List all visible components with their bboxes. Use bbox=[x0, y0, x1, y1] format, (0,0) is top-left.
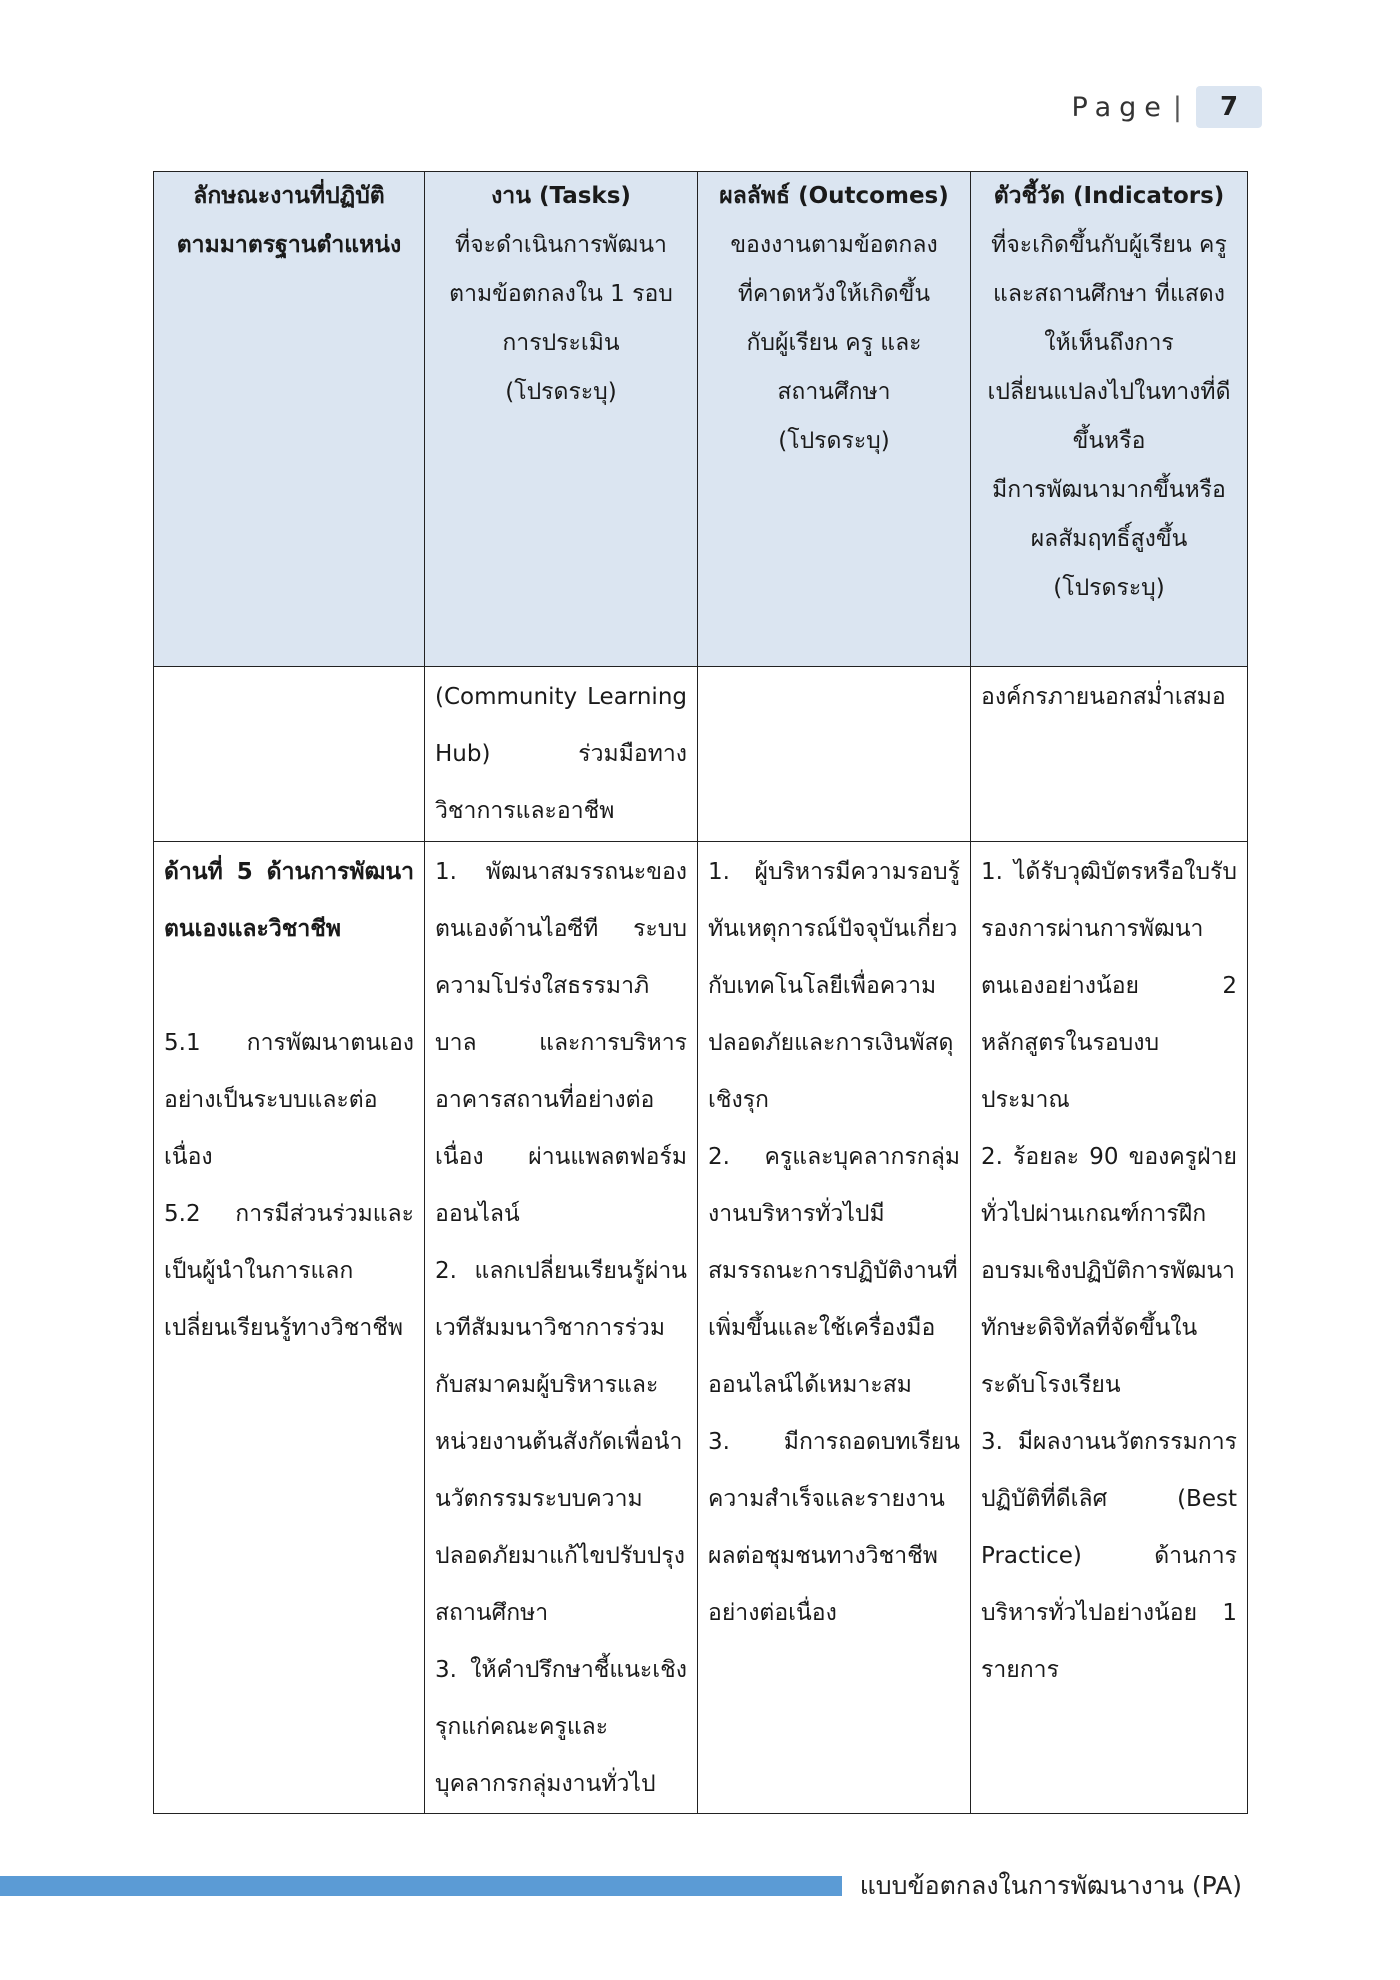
outcome-item: 2. ครูและบุคลากรกลุ่มงานบริหารทั่วไปมีสมรรถนะการปฏิบัติงานที่เพิ่มขึ้นและใช้เครื่องมือออนไลน์ได้เหมาะสม bbox=[708, 1144, 960, 1398]
header-line: ของงานตามข้อตกลง bbox=[730, 232, 938, 258]
row1-tasks-cell: (Community Learning Hub) ร่วมมือทางวิชาการและอาชีพ bbox=[425, 667, 698, 842]
indicator-item: 2. ร้อยละ 90 ของครูฝ่ายทั่วไปผ่านเกณฑ์การฝึกอบรมเชิงปฏิบัติการพัฒนาทักษะดิจิทัลที่จัดขึ้นในระดับโรงเรียน bbox=[981, 1144, 1237, 1398]
page-separator: | bbox=[1172, 91, 1182, 123]
header-line: ผลสัมฤทธิ์สูงขึ้น bbox=[1030, 526, 1188, 552]
header-line: ลักษณะงานที่ปฏิบัติ bbox=[193, 183, 385, 209]
header-line: การประเมิน bbox=[502, 330, 620, 356]
header-line: ตามข้อตกลงใน 1 รอบ bbox=[449, 281, 673, 307]
header-line: ตามมาตรฐานตำแหน่ง bbox=[176, 232, 402, 258]
table-header-row bbox=[154, 172, 1248, 667]
row1-outcomes-cell bbox=[698, 667, 971, 842]
row2-tasks-cell bbox=[425, 842, 698, 1814]
header-title: งาน (Tasks) bbox=[491, 183, 631, 209]
task-item: 1. พัฒนาสมรรถนะของตนเองด้านไอซีที ระบบความโปร่งใสธรรมาภิบาล และการบริหารอาคารสถานที่อย่างต่อเนื่อง ผ่านแพลตฟอร์มออนไลน์ bbox=[435, 859, 687, 1227]
header-indicators bbox=[971, 172, 1248, 667]
header-line: (โปรดระบุ) bbox=[1053, 575, 1165, 601]
row1-indicators-cell: องค์กรภายนอกสม่ำเสมอ bbox=[971, 667, 1248, 842]
row2-outcomes-cell bbox=[698, 842, 971, 1814]
header-outcomes bbox=[698, 172, 971, 667]
header-line: มีการพัฒนามากขึ้นหรือ bbox=[992, 477, 1226, 503]
row1-standard-cell bbox=[154, 667, 425, 842]
header-line: (โปรดระบุ) bbox=[505, 379, 617, 405]
outcome-item: 3. มีการถอดบทเรียนความสำเร็จและรายงานผลต่อชุมชนทางวิชาชีพอย่างต่อเนื่อง bbox=[708, 1429, 960, 1626]
row2-indicators-cell bbox=[971, 842, 1248, 1814]
header-standard-position bbox=[154, 172, 425, 667]
task-item: 3. ให้คำปรึกษาชี้แนะเชิงรุกแก่คณะครูและบุคลากรกลุ่มงานทั่วไป bbox=[435, 1657, 687, 1797]
footer-bar bbox=[0, 1876, 842, 1896]
footer-title: แบบข้อตกลงในการพัฒนางาน (PA) bbox=[859, 1871, 1242, 1900]
header-line: (โปรดระบุ) bbox=[778, 428, 890, 454]
outcome-item: 1. ผู้บริหารมีความรอบรู้ทันเหตุการณ์ปัจจุบันเกี่ยวกับเทคโนโลยีเพื่อความปลอดภัยและการเงินพัสดุเชิงรุก bbox=[708, 859, 960, 1113]
header-line: ที่คาดหวังให้เกิดขึ้น bbox=[737, 281, 931, 307]
page-number: 7 bbox=[1196, 86, 1262, 128]
indicator-item: 1. ได้รับวุฒิบัตรหรือใบรับรองการผ่านการพัฒนาตนเองอย่างน้อย 2 หลักสูตรในรอบงบประมาณ bbox=[981, 859, 1237, 1113]
standard-item: 5.2 การมีส่วนร่วมและเป็นผู้นำในการแลกเปลี่ยนเรียนรู้ทางวิชาชีพ bbox=[164, 1201, 414, 1341]
pa-table bbox=[153, 171, 1248, 1814]
header-line: กับผู้เรียน ครู และ bbox=[746, 330, 922, 356]
header-title: ผลลัพธ์ (Outcomes) bbox=[719, 183, 949, 209]
standard-item: 5.1 การพัฒนาตนเองอย่างเป็นระบบและต่อเนื่อง bbox=[164, 1030, 414, 1170]
header-line: และสถานศึกษา ที่แสดง bbox=[993, 281, 1225, 307]
page-label: Page bbox=[1071, 91, 1169, 123]
table-row bbox=[154, 842, 1248, 1814]
header-title: ตัวชี้วัด (Indicators) bbox=[993, 183, 1225, 209]
header-line: ที่จะเกิดขึ้นกับผู้เรียน ครู bbox=[991, 232, 1227, 258]
header-line: ที่จะดำเนินการพัฒนา bbox=[455, 232, 667, 258]
page-header bbox=[1072, 86, 1262, 128]
domain-heading: ด้านที่ 5 ด้านการพัฒนาตนเองและวิชาชีพ bbox=[164, 859, 414, 942]
row2-standard-cell bbox=[154, 842, 425, 1814]
header-line: ให้เห็นถึงการ bbox=[1044, 330, 1174, 356]
task-item: 2. แลกเปลี่ยนเรียนรู้ผ่านเวทีสัมมนาวิชาการร่วมกับสมาคมผู้บริหารและหน่วยงานต้นสังกัดเพื่อนำนวัตกรรมระบบความปลอดภัยมาแก้ไขปรับปรุงสถานศึกษา bbox=[435, 1258, 687, 1626]
header-line: สถานศึกษา bbox=[777, 379, 891, 405]
table-row bbox=[154, 667, 1248, 842]
header-line: ขึ้นหรือ bbox=[1072, 428, 1146, 454]
header-tasks bbox=[425, 172, 698, 667]
header-line: เปลี่ยนแปลงไปในทางที่ดี bbox=[987, 379, 1231, 405]
indicator-item: 3. มีผลงานนวัตกรรมการปฏิบัติที่ดีเลิศ (Best Practice) ด้านการบริหารทั่วไปอย่างน้อย 1 รายการ bbox=[981, 1429, 1237, 1683]
